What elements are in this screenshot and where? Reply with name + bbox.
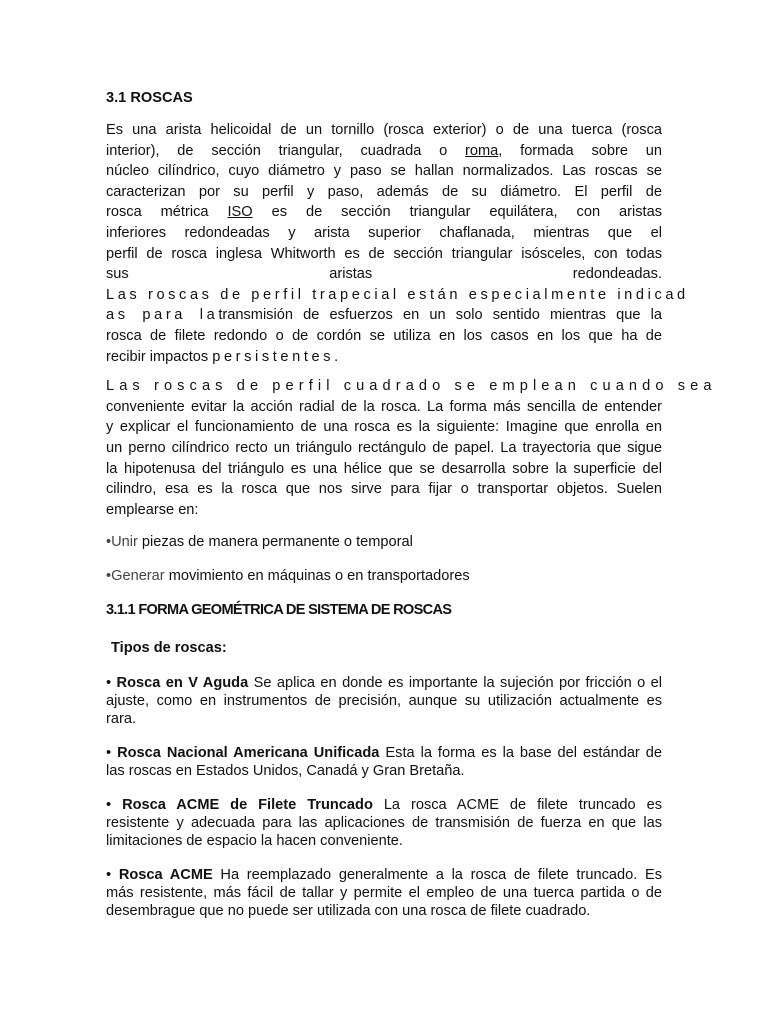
- text-line: • Rosca ACME de Filete Truncado La rosca ACME de filete truncado es: [106, 797, 662, 814]
- bullet-unir: •Unir piezas de manera permanente o temporal: [106, 534, 413, 551]
- text-line: desembrague que no puede ser utilizada con una rosca de filete cuadrado.: [106, 903, 591, 920]
- text-line: Las roscas de perfil trapecial están especialmente indicad: [106, 286, 689, 303]
- text-line: rara.: [106, 711, 137, 728]
- text-line: • Rosca en V Aguda Se aplica en donde es importante la sujeción por fricción o el: [106, 675, 663, 692]
- thread-type-name: Rosca ACME de Filete Truncado: [122, 797, 373, 814]
- text-line: rosca de filete redondo o de cordón se utiliza en los casos en los que ha de: [106, 327, 662, 344]
- types-label: Tipos de roscas:: [111, 640, 227, 657]
- text-line: la hipotenusa del triángulo es una hélice que se desarrolla sobre la superficie del: [106, 460, 662, 477]
- text-line: ajuste, como en instrumentos de precisión, aunque su utilización actualmente es: [106, 693, 662, 710]
- text-line: interior), de sección triangular, cuadrada o roma, formada sobre un: [106, 142, 662, 159]
- text-line: Es una arista helicoidal de un tornillo (rosca exterior) o de una tuerca (rosca: [106, 122, 662, 138]
- text-line: as para latransmisión de esfuerzos en un solo sentido mientras que la: [106, 307, 663, 324]
- iso-link[interactable]: ISO: [227, 204, 253, 221]
- thread-type-name: Rosca Nacional Americana Unificada: [117, 745, 380, 762]
- thread-type-item: [106, 796, 662, 850]
- subsection-title: 3.1.1 FORMA GEOMÉTRICA DE SISTEMA DE ROSCAS: [106, 602, 452, 619]
- text-line: caracterizan por su perfil y paso, además de su diámetro. El perfil de: [106, 183, 662, 200]
- text-line: resistente y adecuada para las aplicaciones de transmisión de fuerza en que las: [106, 815, 662, 832]
- thread-type-name: Rosca ACME: [118, 867, 213, 884]
- text-line: limitaciones de espacio la hacen conveniente.: [106, 833, 403, 850]
- thread-type-item: [106, 866, 662, 920]
- roma-link[interactable]: roma: [465, 142, 499, 159]
- text-line: conveniente evitar la acción radial de la rosca. La forma más sencilla de entender: [106, 398, 662, 415]
- text-line: recibir impactos persistentes.: [106, 348, 342, 365]
- text-line: inferiores redondeadas y arista superior chaflanada, mientras que el: [106, 224, 662, 241]
- text-line: sus aristas redondeadas.: [106, 266, 662, 283]
- text-line: • Rosca Nacional Americana Unificada Esta la forma es la base del estándar de: [106, 745, 662, 762]
- text-line: perfil de rosca inglesa Whitworth es de sección triangular isósceles, con todas: [106, 245, 662, 262]
- text-line: y explicar el funcionamiento de una rosca es la siguiente: Imagine que enrolla en: [106, 419, 662, 436]
- paragraph-roscas-definition: [106, 120, 689, 367]
- text-line: Las roscas de perfil cuadrado se emplean cuando sea: [106, 378, 717, 395]
- document-page: [106, 88, 717, 936]
- text-line: rosca métrica ISO es de sección triangular equilátera, con aristas: [106, 204, 663, 221]
- text-line: un perno cilíndrico recto un triángulo rectángulo de papel. La trayectoria que sigue: [106, 439, 662, 456]
- thread-type-item: [106, 744, 662, 780]
- thread-type-item: [106, 674, 662, 728]
- section-title: 3.1 ROSCAS: [106, 90, 193, 106]
- text-line: más resistente, más fácil de tallar y permite el empleo de una tuerca partida o de: [106, 885, 662, 902]
- text-line: las roscas en Estados Unidos, Canadá y Gran Bretaña.: [106, 763, 465, 780]
- text-line: cilindro, esa es la rosca que nos sirve para fijar o transportar objetos. Suelen: [106, 481, 662, 498]
- bullet-generar: •Generar movimiento en máquinas o en transportadores: [106, 568, 470, 585]
- thread-type-name: Rosca en V Aguda: [116, 675, 249, 692]
- text-line: emplearse en:: [106, 501, 199, 518]
- paragraph-perfil-cuadrado: [106, 376, 717, 520]
- text-line: • Rosca ACME Ha reemplazado generalmente a la rosca de filete truncado. Es: [106, 867, 662, 884]
- text-line: núcleo cilíndrico, cuyo diámetro y paso se hallan normalizados. Las roscas se: [106, 163, 662, 180]
